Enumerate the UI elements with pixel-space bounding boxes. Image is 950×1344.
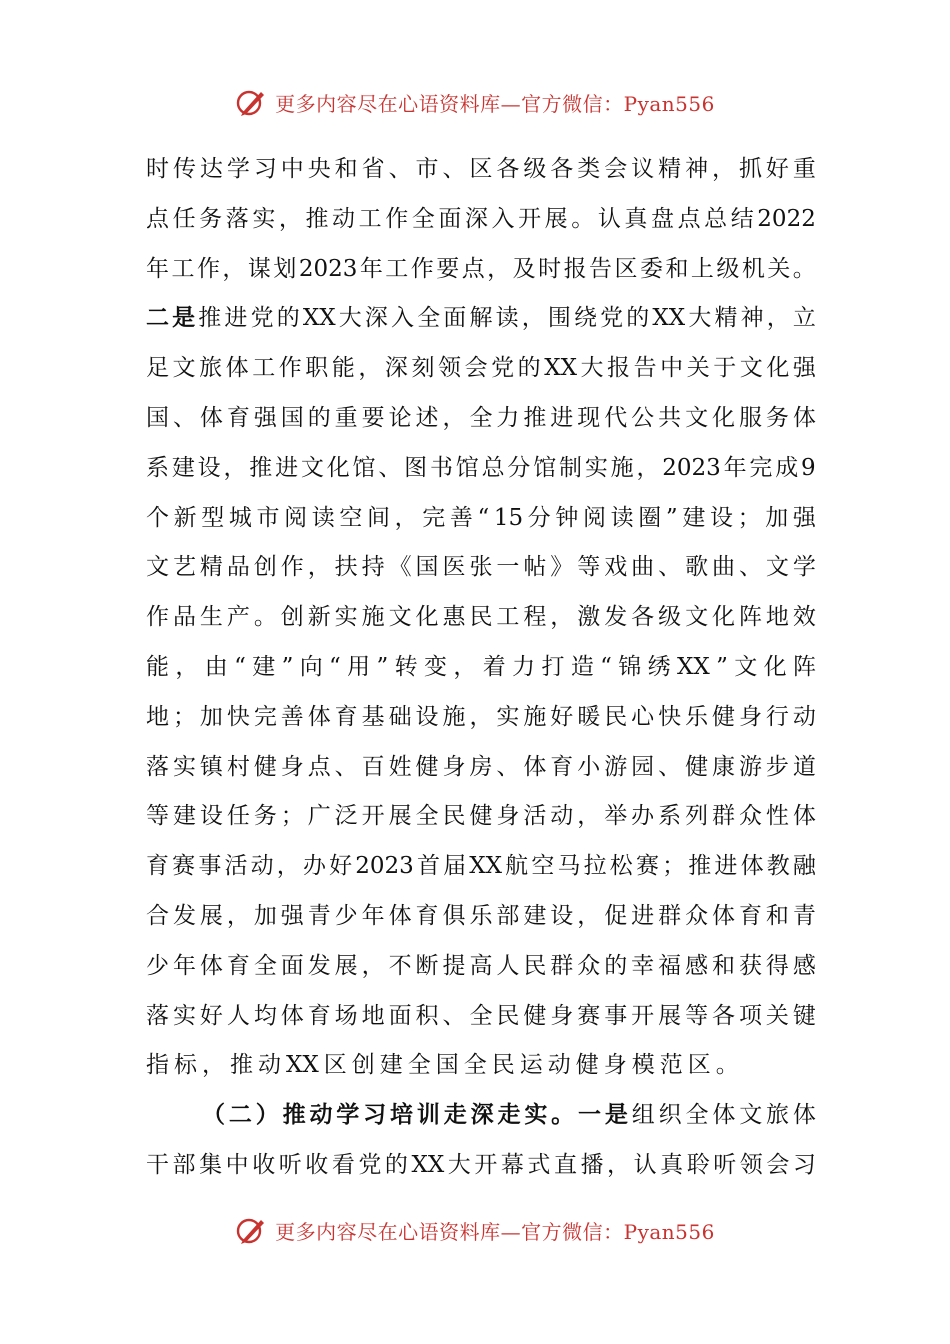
text-line: 少 年 体 育 全 面 发 展 ， 不 断 提 高 人 民 群 众 的 幸 福 感 和 获 得 感	[146, 952, 816, 979]
text-line: 足 文 旅 体 工 作 职 能 ， 深 刻 领 会 党 的 XX 大 报 告 中 关 于 文 化 强	[146, 355, 816, 382]
document-body	[146, 145, 816, 1191]
pen-in-circle-icon	[235, 1214, 267, 1246]
watermark-text: 更多内容尽在心语资料库—官方微信：Pyan556	[275, 1219, 715, 1244]
watermark-text: 更多内容尽在心语资料库—官方微信：Pyan556	[275, 91, 715, 116]
text-line: 干 部 集 中 收 听 收 看 党 的 XX 大 开 幕 式 直 播 ， 认 真 聆 听 领 会 习	[146, 1151, 816, 1178]
text-line: 个 新 型 城 市 阅 读 空 间 ， 完 善 “ 15 分 钟 阅 读 圈 ” 建 设 ； 加 强	[146, 504, 816, 531]
text-line: 二 是 推 进 党 的 XX 大 深 入 全 面 解 读 ， 围 绕 党 的 XX 大 精 神 ， 立	[146, 305, 816, 332]
text-line: 时 传 达 学 习 中 央 和 省 、 市 、 区 各 级 各 类 会 议 精 神 ， 抓 好 重	[146, 156, 816, 182]
text-line: 能 ， 由 “ 建 ” 向 “ 用 ” 转 变 ， 着 力 打 造 “ 锦 绣 XX ” 文 化 阵	[146, 653, 816, 680]
text-line: 指 标 ， 推 动 XX 区 创 建 全 国 全 民 运 动 健 身 模 范 区 。	[146, 1052, 739, 1079]
text-line: 国 、 体 育 强 国 的 重 要 论 述 ， 全 力 推 进 现 代 公 共 文 化 服 务 体	[146, 404, 816, 431]
text-line: 文 艺 精 品 创 作 ， 扶 持 《 国 医 张 一 帖 》 等 戏 曲 、 歌 曲 、 文 学	[146, 554, 816, 581]
pen-in-circle-icon	[235, 86, 267, 118]
text-line: 落 实 镇 村 健 身 点 、 百 姓 健 身 房 、 体 育 小 游 园 、 健 康 游 步 道	[146, 753, 816, 780]
text-line: 合 发 展 ， 加 强 青 少 年 体 育 俱 乐 部 建 设 ， 促 进 群 众 体 育 和 青	[146, 902, 816, 929]
text-line: 等 建 设 任 务 ； 广 泛 开 展 全 民 健 身 活 动 ， 举 办 系 列 群 众 性 体	[146, 803, 816, 830]
text-line: 地 ； 加 快 完 善 体 育 基 础 设 施 ， 实 施 好 暖 民 心 快 乐 健 身 行 动	[146, 703, 816, 730]
text-line: 年 工 作 ， 谋 划 2023 年 工 作 要 点 ， 及 时 报 告 区 委 和 上 级 机 关 。	[146, 255, 816, 282]
watermark-banner-top	[0, 82, 950, 122]
watermark-banner-bottom	[0, 1210, 950, 1250]
text-line: 作 品 生 产 。 创 新 实 施 文 化 惠 民 工 程 ， 激 发 各 级 文 化 阵 地 效	[146, 604, 816, 631]
text-line: （ 二 ） 推 动 学 习 培 训 走 深 走 实 。 一 是 组 织 全 体 文 旅 体	[202, 1102, 816, 1129]
text-line: 育 赛 事 活 动 ， 办 好 2023 首 届 XX 航 空 马 拉 松 赛 ； 推 进 体 教 融	[146, 853, 816, 880]
text-line: 系 建 设 ， 推 进 文 化 馆 、 图 书 馆 总 分 馆 制 实 施 ， 2023 年 完 成 9	[146, 454, 816, 481]
text-line: 点 任 务 落 实 ， 推 动 工 作 全 面 深 入 开 展 。 认 真 盘 点 总 结 2022	[146, 205, 816, 232]
text-line: 落 实 好 人 均 体 育 场 地 面 积 、 全 民 健 身 赛 事 开 展 等 各 项 关 键	[146, 1002, 816, 1029]
